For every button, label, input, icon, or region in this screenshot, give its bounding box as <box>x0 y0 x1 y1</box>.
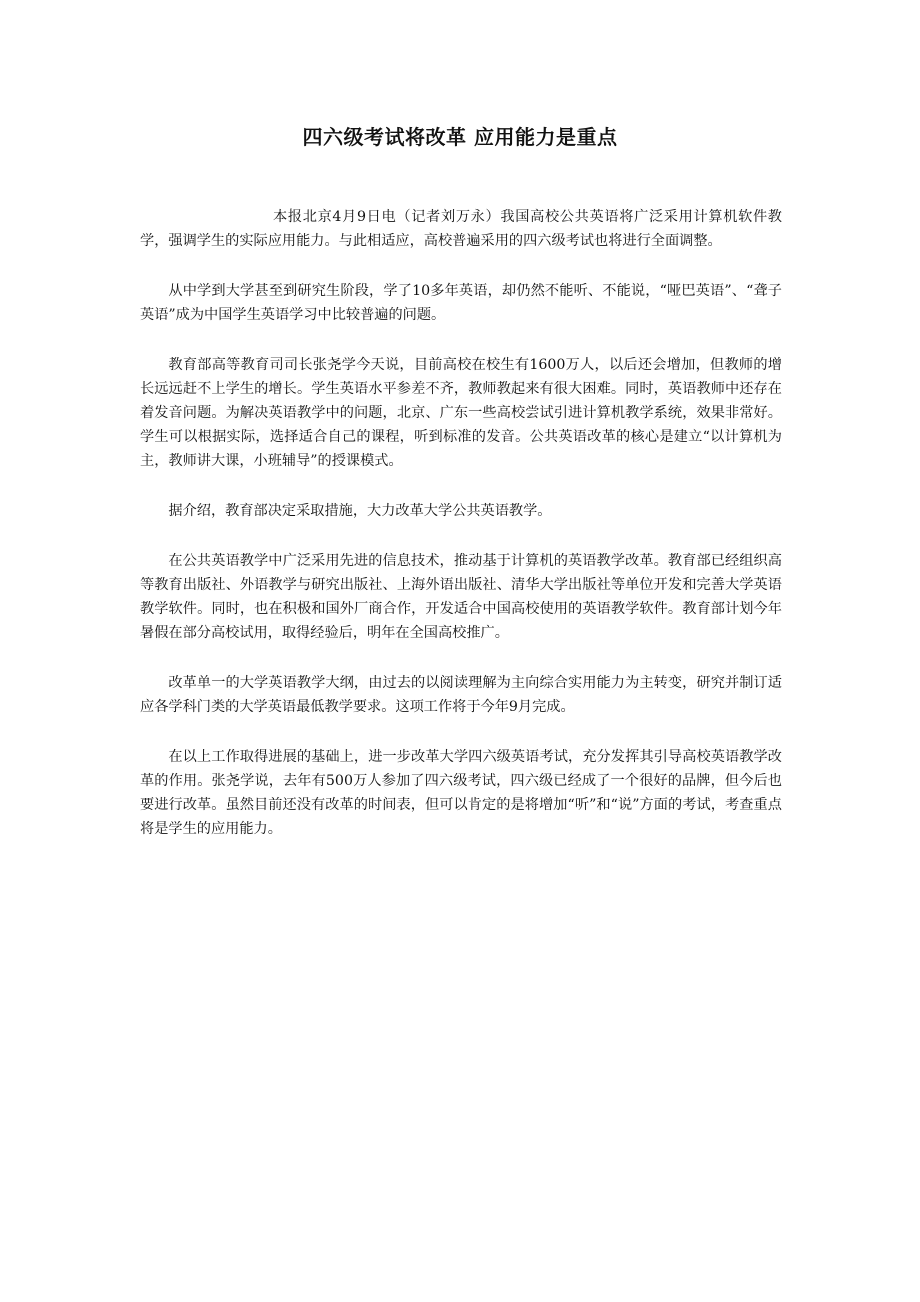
paragraph: 在以上工作取得进展的基础上，进一步改革大学四六级英语考试，充分发挥其引导高校英语教学改革的作用。张尧学说，去年有500万人参加了四六级考试，四六级已经成了一个很好的品牌，但今后也要进行改革。虽然目前还没有改革的时间表，但可以肯定的是将增加“听”和“说”方面的考试，考查重点将是学生的应用能力。 <box>140 749 782 837</box>
document-title: 四六级考试将改革 应用能力是重点 <box>302 125 618 149</box>
document-body <box>140 205 782 867</box>
paragraph: 教育部高等教育司司长张尧学今天说，目前高校在校生有1600万人，以后还会增加，但教师的增长远远赶不上学生的增长。学生英语水平参差不齐，教师教起来有很大困难。同时，英语教师中还存在着发音问题。为解决英语教学中的问题，北京、广东一些高校尝试引进计算机教学系统，效果非常好。学生可以根据实际，选择适合自己的课程，听到标准的发音。公共英语改革的核心是建立“以计算机为主，教师讲大课，小班辅导”的授课模式。 <box>140 357 782 469</box>
paragraph: 从中学到大学甚至到研究生阶段，学了10多年英语，却仍然不能听、不能说，“哑巴英语”、“聋子英语”成为中国学生英语学习中比较普遍的问题。 <box>140 283 782 323</box>
paragraph: 在公共英语教学中广泛采用先进的信息技术，推动基于计算机的英语教学改革。教育部已经组织高等教育出版社、外语教学与研究出版社、上海外语出版社、清华大学出版社等单位开发和完善大学英语教学软件。同时，也在积极和国外厂商合作，开发适合中国高校使用的英语教学软件。教育部计划今年暑假在部分高校试用，取得经验后，明年在全国高校推广。 <box>140 553 782 641</box>
paragraph: 据介绍，教育部决定采取措施，大力改革大学公共英语教学。 <box>168 503 552 519</box>
paragraph: 改革单一的大学英语教学大纲，由过去的以阅读理解为主向综合实用能力为主转变，研究并制订适应各学科门类的大学英语最低教学要求。这项工作将于今年9月完成。 <box>140 675 782 715</box>
paragraph-dateline: 本报北京4月9日电（记者刘万永）我国高校公共英语将广泛采用计算机软件教学，强调学生的实际应用能力。与此相适应，高校普遍采用的四六级考试也将进行全面调整。 <box>140 209 782 249</box>
